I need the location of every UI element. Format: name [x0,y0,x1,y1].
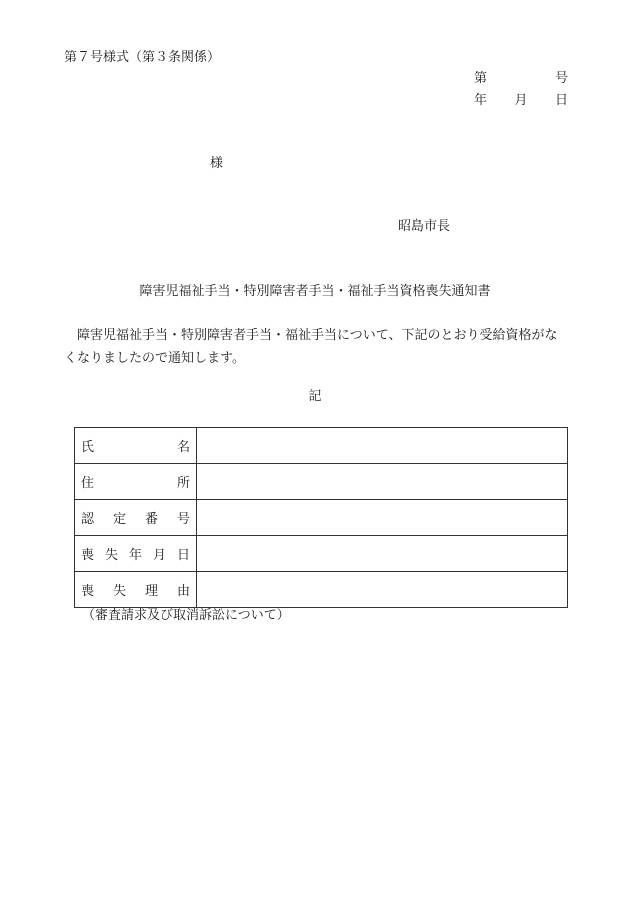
appeal-note: （審査請求及び取消訴訟について） [82,608,290,623]
label-char: 由 [176,584,190,599]
row-label-certification-number [75,500,197,536]
date-year: 年 [474,93,488,108]
row-label-loss-date [75,536,197,572]
row-label-loss-reason [75,572,197,608]
table-row [75,500,568,536]
document-title: 障害児福祉手当・特別障害者手当・福祉手当資格喪失通知書 [139,284,491,299]
addressee-honorific: 様 [210,156,224,171]
label-char: 喪 [81,548,95,563]
label-char: 失 [112,584,126,599]
date-month: 月 [514,93,528,108]
table-row [75,464,568,500]
label-char: 喪 [81,584,95,599]
row-label-name [75,428,197,464]
label-char: 月 [152,548,166,563]
table-row [75,572,568,608]
date-line [474,94,568,107]
date-day: 日 [554,93,568,108]
label-char: 失 [104,548,118,563]
info-table [74,427,568,608]
label-char: 定 [112,512,126,527]
row-label-address [75,464,197,500]
label-char: 住 [81,476,95,491]
label-char: 名 [176,440,190,455]
label-char: 氏 [81,440,95,455]
document-number-line [474,72,568,85]
label-char: 理 [144,584,158,599]
value-cell-name [197,428,568,464]
number-prefix: 第 [474,71,488,86]
label-char: 番 [144,512,158,527]
value-cell-loss-date [197,536,568,572]
table-row [75,428,568,464]
label-char: 認 [81,512,95,527]
number-suffix: 号 [554,71,568,86]
value-cell-address [197,464,568,500]
value-cell-certification-number [197,500,568,536]
body-text: 障害児福祉手当・特別障害者手当・福祉手当について、下記のとおり受給資格がなくなりましたので通知します。 [64,328,558,366]
label-char: 日 [176,548,190,563]
label-char: 号 [176,512,190,527]
ki-heading: 記 [308,389,322,404]
form-number: 第７号様式（第３条関係） [64,50,221,65]
value-cell-loss-reason [197,572,568,608]
label-char: 年 [128,548,142,563]
label-char: 所 [176,476,190,491]
issuer: 昭島市長 [398,219,451,234]
table-row [75,536,568,572]
